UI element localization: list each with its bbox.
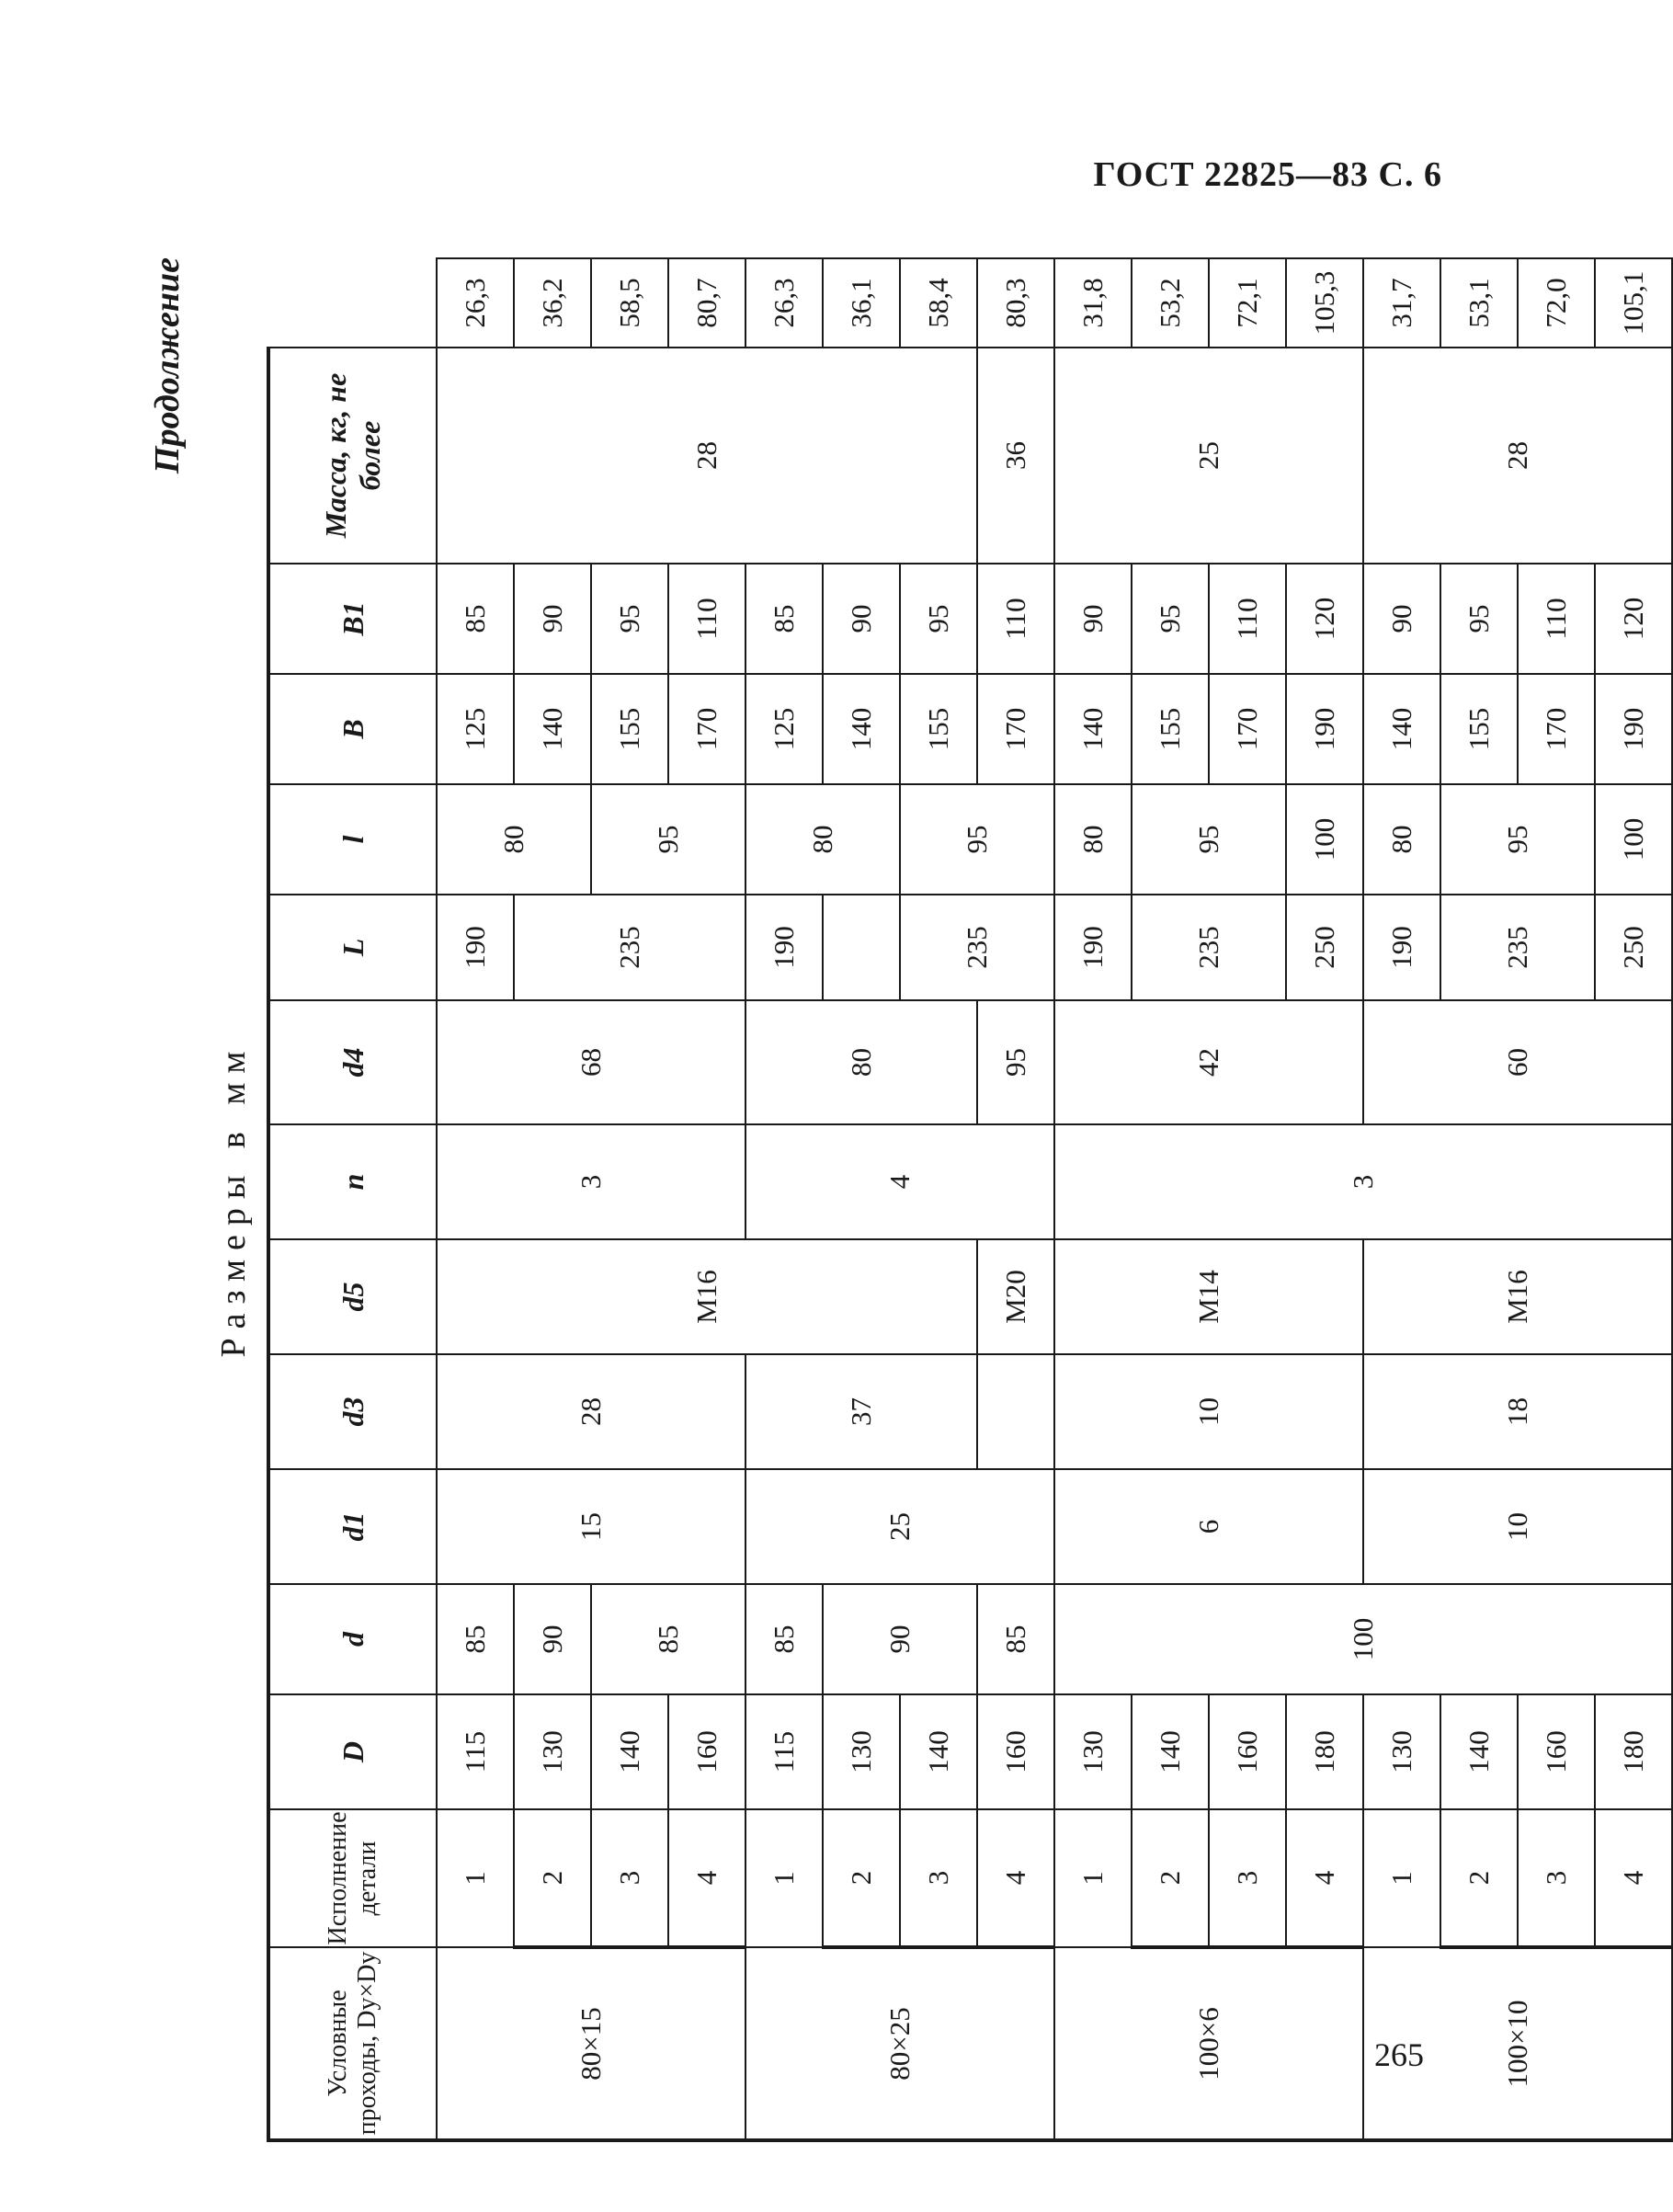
B1-cell: 110 [668, 564, 745, 674]
d-cell: 85 [745, 1584, 823, 1694]
l-cell: 80 [437, 784, 591, 895]
D-cell: 115 [437, 1694, 514, 1809]
B1-cell: 85 [745, 564, 823, 674]
B-cell: 155 [591, 674, 668, 784]
l-cell: 95 [900, 784, 1054, 895]
B1-cell: 90 [1363, 564, 1440, 674]
l-cell: 80 [745, 784, 900, 895]
B1-cell: 120 [1595, 564, 1672, 674]
col-header-d5: d5 [268, 1239, 437, 1354]
n-cell: 3 [1054, 1124, 1672, 1239]
d5-cell: M14 [1054, 1239, 1363, 1354]
B-cell: 125 [437, 674, 514, 784]
variant-cell: 3 [1518, 1809, 1595, 1947]
h-cell: 28 [437, 348, 977, 564]
mass-cell: 53,2 [1132, 258, 1209, 348]
B1-cell: 90 [514, 564, 591, 674]
mass-cell: 26,3 [437, 258, 514, 348]
D-cell: 160 [977, 1694, 1054, 1809]
n-cell: 4 [745, 1124, 1054, 1239]
d-cell: 100 [1054, 1584, 1672, 1694]
B-cell: 140 [514, 674, 591, 784]
variant-cell: 2 [514, 1809, 591, 1947]
d-cell: 85 [591, 1584, 745, 1694]
B1-cell: 95 [1132, 564, 1209, 674]
B1-cell: 110 [977, 564, 1054, 674]
col-header-B: B [268, 674, 437, 784]
variant-cell: 2 [1440, 1809, 1518, 1947]
col-header-d3: d3 [268, 1354, 437, 1469]
D-cell: 140 [1440, 1694, 1518, 1809]
mass-cell: 26,3 [745, 258, 823, 348]
D-cell: 130 [823, 1694, 900, 1809]
d4-cell: 60 [1363, 1000, 1672, 1124]
variant-cell: 3 [591, 1809, 668, 1947]
mass-cell: 80,7 [668, 258, 745, 348]
D-cell: 140 [591, 1694, 668, 1809]
d1-cell: 15 [437, 1469, 745, 1584]
B1-cell: 95 [591, 564, 668, 674]
h-cell: 25 [1054, 348, 1363, 564]
l-cell: 100 [1286, 784, 1363, 895]
d3-cell: 18 [1363, 1354, 1672, 1469]
B1-cell: 120 [1286, 564, 1363, 674]
D-cell: 140 [900, 1694, 977, 1809]
B-cell: 170 [977, 674, 1054, 784]
col-header-D: D [268, 1694, 437, 1809]
mass-cell: 36,1 [823, 258, 900, 348]
col-header-variant: Исполнение детали [268, 1809, 437, 1947]
d4-cell: 68 [437, 1000, 745, 1124]
d4-cell: 80 [745, 1000, 977, 1124]
dimensions-table [267, 257, 1673, 2142]
passage-cell: 100×6 [1054, 1947, 1363, 2140]
variant-cell: 3 [1209, 1809, 1286, 1947]
passage-cell: 80×25 [745, 1947, 1054, 2140]
variant-cell: 3 [900, 1809, 977, 1947]
B-cell: 140 [1054, 674, 1132, 784]
B1-cell: 85 [437, 564, 514, 674]
mass-cell: 36,2 [514, 258, 591, 348]
d-cell: 90 [823, 1584, 977, 1694]
d3-cell: 28 [437, 1354, 745, 1469]
D-cell: 130 [514, 1694, 591, 1809]
table-row [1054, 258, 1132, 2140]
d-cell: 85 [437, 1584, 514, 1694]
col-header-B1: B1 [268, 564, 437, 674]
d-cell: 90 [514, 1584, 591, 1694]
col-header-d: d [268, 1584, 437, 1694]
D-cell: 130 [1054, 1694, 1132, 1809]
l-cell: 100 [1595, 784, 1672, 895]
d1-cell: 6 [1054, 1469, 1363, 1584]
dimensions-caption: Размеры в мм [214, 1042, 253, 1358]
variant-cell: 4 [1595, 1809, 1672, 1947]
B-cell: 125 [745, 674, 823, 784]
passage-cell: 100×10 [1363, 1947, 1672, 2140]
col-header-mass: Масса, кг, не более [268, 348, 437, 564]
col-header-d4: d4 [268, 1000, 437, 1124]
L-cell: 235 [900, 895, 1054, 1000]
L-cell: 190 [1363, 895, 1440, 1000]
D-cell: 180 [1286, 1694, 1363, 1809]
variant-cell: 1 [745, 1809, 823, 1947]
D-cell: 115 [745, 1694, 823, 1809]
d5-cell: M16 [437, 1239, 977, 1354]
col-header-l: l [268, 784, 437, 895]
B-cell: 155 [1440, 674, 1518, 784]
variant-cell: 2 [823, 1809, 900, 1947]
d4-cell: 42 [1054, 1000, 1363, 1124]
d1-cell: 10 [1363, 1469, 1672, 1584]
mass-cell: 31,8 [1054, 258, 1132, 348]
L-cell: 190 [1054, 895, 1132, 1000]
mass-cell: 31,7 [1363, 258, 1440, 348]
L-cell: 235 [514, 895, 745, 1000]
B-cell: 155 [1132, 674, 1209, 784]
L-cell [823, 895, 900, 1000]
continuation-label: Продолжение [148, 257, 187, 474]
table-header-row [268, 258, 437, 2140]
variant-cell: 4 [668, 1809, 745, 1947]
D-cell: 140 [1132, 1694, 1209, 1809]
D-cell: 180 [1595, 1694, 1672, 1809]
L-cell: 190 [437, 895, 514, 1000]
d5-cell: M16 [1363, 1239, 1672, 1354]
mass-cell: 80,3 [977, 258, 1054, 348]
D-cell: 160 [1518, 1694, 1595, 1809]
variant-cell: 1 [1054, 1809, 1132, 1947]
L-cell: 250 [1286, 895, 1363, 1000]
B1-cell: 95 [1440, 564, 1518, 674]
variant-cell: 1 [1363, 1809, 1440, 1947]
col-header-n: n [268, 1124, 437, 1239]
mass-cell: 72,1 [1209, 258, 1286, 348]
d-cell: 85 [977, 1584, 1054, 1694]
l-cell: 95 [1132, 784, 1286, 895]
d5-cell: M20 [977, 1239, 1054, 1354]
document-id: ГОСТ 22825—83 С. 6 [1093, 155, 1442, 194]
d3-cell: 37 [745, 1354, 977, 1469]
mass-cell: 58,5 [591, 258, 668, 348]
d3-cell: 10 [1054, 1354, 1363, 1469]
B1-cell: 110 [1518, 564, 1595, 674]
L-cell: 235 [1440, 895, 1595, 1000]
D-cell: 160 [668, 1694, 745, 1809]
h-cell: 36 [977, 348, 1054, 564]
l-cell: 95 [1440, 784, 1595, 895]
L-cell: 235 [1132, 895, 1286, 1000]
d4-cell: 95 [977, 1000, 1054, 1124]
h-cell: 28 [1363, 348, 1672, 564]
col-header-passage: Условные проходы, Dy×Dy [268, 1947, 437, 2140]
col-header-L: L [268, 895, 437, 1000]
L-cell: 250 [1595, 895, 1672, 1000]
B1-cell: 95 [900, 564, 977, 674]
B-cell: 155 [900, 674, 977, 784]
mass-cell: 105,1 [1595, 258, 1672, 348]
mass-cell: 105,3 [1286, 258, 1363, 348]
d3-cell [977, 1354, 1054, 1469]
B-cell: 140 [1363, 674, 1440, 784]
d1-cell: 25 [745, 1469, 1054, 1584]
l-cell: 95 [591, 784, 745, 895]
B1-cell: 90 [823, 564, 900, 674]
table-row [437, 258, 514, 2140]
col-header-d1: d1 [268, 1469, 437, 1584]
mass-cell: 58,4 [900, 258, 977, 348]
variant-cell: 1 [437, 1809, 514, 1947]
B1-cell: 90 [1054, 564, 1132, 674]
B1-cell: 110 [1209, 564, 1286, 674]
n-cell: 3 [437, 1124, 745, 1239]
mass-cell: 72,0 [1518, 258, 1595, 348]
B-cell: 190 [1286, 674, 1363, 784]
page-number: 265 [1374, 2036, 1424, 2073]
variant-cell: 2 [1132, 1809, 1209, 1947]
D-cell: 160 [1209, 1694, 1286, 1809]
D-cell: 130 [1363, 1694, 1440, 1809]
L-cell: 190 [745, 895, 823, 1000]
B-cell: 140 [823, 674, 900, 784]
passage-cell: 80×15 [437, 1947, 745, 2140]
B-cell: 170 [668, 674, 745, 784]
l-cell: 80 [1363, 784, 1440, 895]
B-cell: 190 [1595, 674, 1672, 784]
variant-cell: 4 [977, 1809, 1054, 1947]
mass-cell: 53,1 [1440, 258, 1518, 348]
variant-cell: 4 [1286, 1809, 1363, 1947]
B-cell: 170 [1209, 674, 1286, 784]
B-cell: 170 [1518, 674, 1595, 784]
l-cell: 80 [1054, 784, 1132, 895]
